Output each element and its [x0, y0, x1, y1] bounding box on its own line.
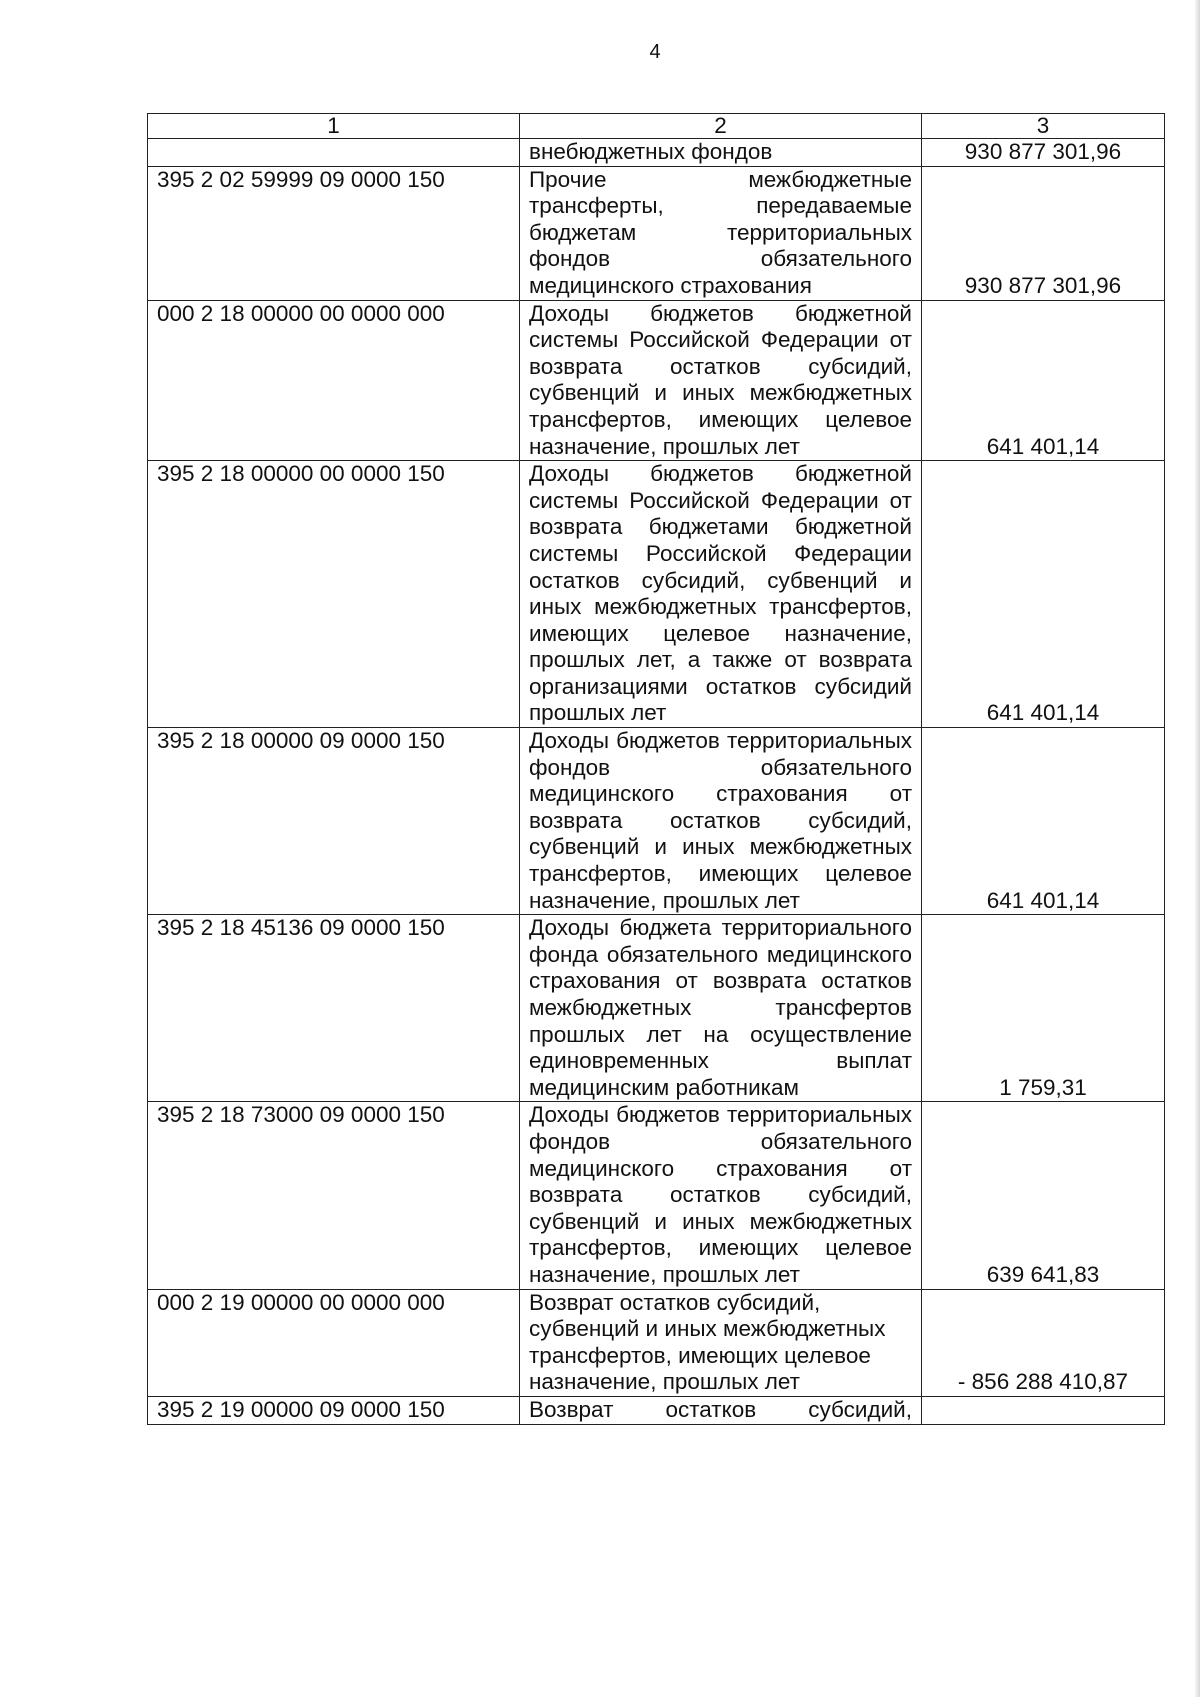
- page-edge-shadow: [1194, 0, 1200, 1697]
- amount-cell: 930 877 301,96: [922, 139, 1165, 167]
- amount-cell: [922, 1396, 1165, 1424]
- revenue-name-cell: внебюджетных фондов: [520, 139, 922, 167]
- budget-code-cell: 395 2 02 59999 09 0000 150: [148, 166, 520, 300]
- table-row: [148, 728, 1165, 915]
- table-row: [148, 915, 1165, 1102]
- revenue-name-cell: Доходы бюджета территориального фонда обязательного медицинского страхования от возврата остатков межбюджетных трансфертов прошлых лет на осуществление единовременных выплат медицинским работникам: [520, 915, 922, 1102]
- revenue-name-cell: Доходы бюджетов территориальных фондов обязательного медицинского страхования от возврата остатков субсидий, субвенций и иных межбюджетных трансфертов, имеющих целевое назначение, прошлых лет: [520, 1102, 922, 1289]
- amount-cell: 641 401,14: [922, 461, 1165, 728]
- budget-code-cell: 000 2 19 00000 00 0000 000: [148, 1289, 520, 1396]
- revenue-name-cell: Возврат остатков субсидий,: [520, 1396, 922, 1424]
- table-row: [148, 461, 1165, 728]
- budget-revenue-table: [147, 113, 1165, 1425]
- revenue-name-cell: Доходы бюджетов бюджетной системы Российской Федерации от возврата остатков субсидий, субвенций и иных межбюджетных трансфертов, имеющих целевое назначение, прошлых лет: [520, 300, 922, 461]
- amount-cell: 930 877 301,96: [922, 166, 1165, 300]
- revenue-name-cell: Доходы бюджетов бюджетной системы Российской Федерации от возврата бюджетами бюджетной системы Российской Федерации остатков субсидий, субвенций и иных межбюджетных трансфертов, имеющих целевое назначение, прошлых лет, а также от возврата организациями остатков субсидий прошлых лет: [520, 461, 922, 728]
- column-header-1: 1: [148, 114, 520, 139]
- budget-code-cell: [148, 139, 520, 167]
- amount-cell: 639 641,83: [922, 1102, 1165, 1289]
- column-header-2: 2: [520, 114, 922, 139]
- table-row: [148, 139, 1165, 167]
- table-row: [148, 166, 1165, 300]
- amount-cell: 641 401,14: [922, 300, 1165, 461]
- column-header-3: 3: [922, 114, 1165, 139]
- table-header-row: [148, 114, 1165, 139]
- budget-code-cell: 395 2 19 00000 09 0000 150: [148, 1396, 520, 1424]
- page-number: 4: [649, 41, 661, 63]
- amount-cell: 641 401,14: [922, 728, 1165, 915]
- budget-code-cell: 395 2 18 00000 00 0000 150: [148, 461, 520, 728]
- table-row: [148, 1289, 1165, 1396]
- revenue-name-cell: Возврат остатков субсидий, субвенций и иных межбюджетных трансфертов, имеющих целевое назначение, прошлых лет: [520, 1289, 922, 1396]
- revenue-name-cell: Прочие межбюджетные трансферты, передаваемые бюджетам территориальных фондов обязательного медицинского страхования: [520, 166, 922, 300]
- budget-code-cell: 000 2 18 00000 00 0000 000: [148, 300, 520, 461]
- amount-cell: 1 759,31: [922, 915, 1165, 1102]
- budget-code-cell: 395 2 18 73000 09 0000 150: [148, 1102, 520, 1289]
- revenue-name-cell: Доходы бюджетов территориальных фондов обязательного медицинского страхования от возврата остатков субсидий, субвенций и иных межбюджетных трансфертов, имеющих целевое назначение, прошлых лет: [520, 728, 922, 915]
- table-row: [148, 1396, 1165, 1424]
- budget-code-cell: 395 2 18 00000 09 0000 150: [148, 728, 520, 915]
- budget-code-cell: 395 2 18 45136 09 0000 150: [148, 915, 520, 1102]
- table-row: [148, 1102, 1165, 1289]
- amount-cell: - 856 288 410,87: [922, 1289, 1165, 1396]
- table-row: [148, 300, 1165, 461]
